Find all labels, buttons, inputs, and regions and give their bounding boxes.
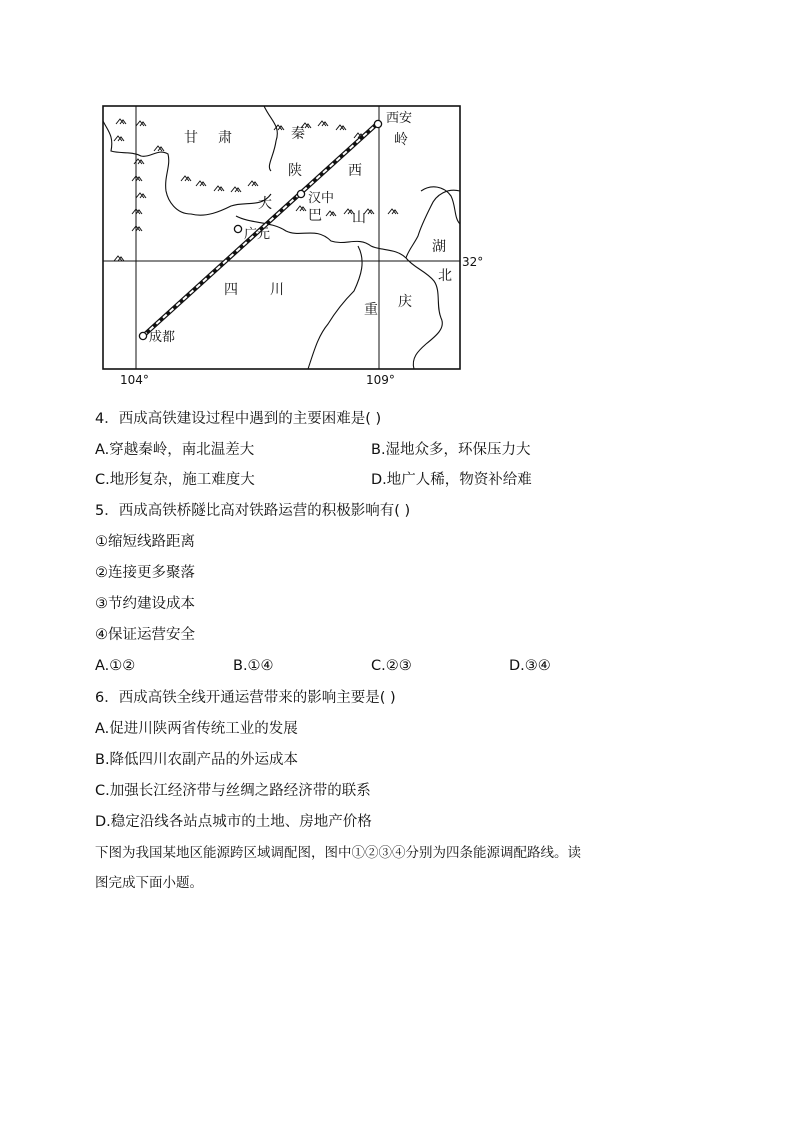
hubei-river [421, 187, 460, 224]
label-bei: 北 [438, 268, 452, 284]
label-da: 大 [258, 196, 272, 212]
label-ling: 岭 [394, 132, 408, 148]
q6-option-a: A.促进川陕两省传统工业的发展 [95, 721, 298, 737]
q5-option-a: A.①② [95, 658, 136, 674]
q4-option-b: B.湿地众多，环保压力大 [371, 442, 531, 458]
q4-stem: 4．西成高铁建设过程中遇到的主要困难是( ) [95, 411, 382, 427]
label-qing: 庆 [398, 294, 412, 310]
label-chong: 重 [364, 302, 378, 318]
label-su: 肃 [218, 130, 232, 146]
city-dot-xian [374, 120, 381, 127]
q5-option-b: B.①④ [233, 658, 274, 674]
q5-item-2: ②连接更多聚落 [95, 565, 195, 581]
q5-item-1: ①缩短线路距离 [95, 534, 195, 550]
label-chuan: 川 [270, 282, 284, 298]
gansu-inner-boundary [264, 106, 277, 171]
label-lon-104: 104° [120, 373, 149, 387]
q5-option-c: C.②③ [371, 658, 412, 674]
chongqing-hubei-boundary [406, 258, 442, 369]
q6-stem: 6．西成高铁全线开通运营带来的影响主要是( ) [95, 690, 396, 706]
label-qin: 秦 [291, 126, 305, 142]
city-dot-hanzhong [297, 190, 304, 197]
label-guangyuan: 广元 [244, 227, 271, 242]
q6-option-c: C.加强长江经济带与丝绸之路经济带的联系 [95, 783, 371, 799]
q6-option-d: D.稳定沿线各站点城市的土地、房地产价格 [95, 814, 372, 830]
label-si: 四 [224, 282, 238, 298]
label-chengdu: 成都 [149, 330, 176, 345]
label-xi: 西 [348, 163, 362, 179]
label-hanzhong: 汉中 [308, 191, 335, 206]
q4-option-a: A.穿越秦岭，南北温差大 [95, 442, 255, 458]
label-gan: 甘 [184, 130, 198, 146]
label-lon-109: 109° [366, 373, 395, 387]
label-shan: 山 [352, 210, 366, 226]
q5-stem: 5．西成高铁桥隧比高对铁路运营的积极影响有( ) [95, 503, 411, 519]
intro-line-1: 下图为我国某地区能源跨区域调配图，图中①②③④分别为四条能源调配路线。读 [95, 845, 581, 861]
city-dot-guangyuan [234, 225, 241, 232]
q6-option-b: B.降低四川农副产品的外运成本 [95, 752, 299, 768]
q4-option-d: D.地广人稀，物资补给难 [371, 472, 532, 488]
label-shaan: 陕 [288, 163, 302, 179]
q5-item-4: ④保证运营安全 [95, 627, 195, 643]
railway-map-figure [96, 96, 484, 387]
railway-map [96, 96, 484, 387]
label-ba: 巴 [308, 208, 322, 224]
q4-option-c: C.地形复杂，施工难度大 [95, 472, 255, 488]
label-hu: 湖 [432, 239, 446, 255]
label-lat-32: 32° [462, 255, 484, 269]
intro-line-2: 图完成下面小题。 [95, 875, 203, 891]
q5-item-3: ③节约建设成本 [95, 596, 195, 612]
q5-option-d: D.③④ [509, 658, 551, 674]
label-xian: 西安 [386, 111, 413, 126]
city-dot-chengdu [139, 332, 146, 339]
sichuan-chongqing-boundary [308, 246, 362, 369]
